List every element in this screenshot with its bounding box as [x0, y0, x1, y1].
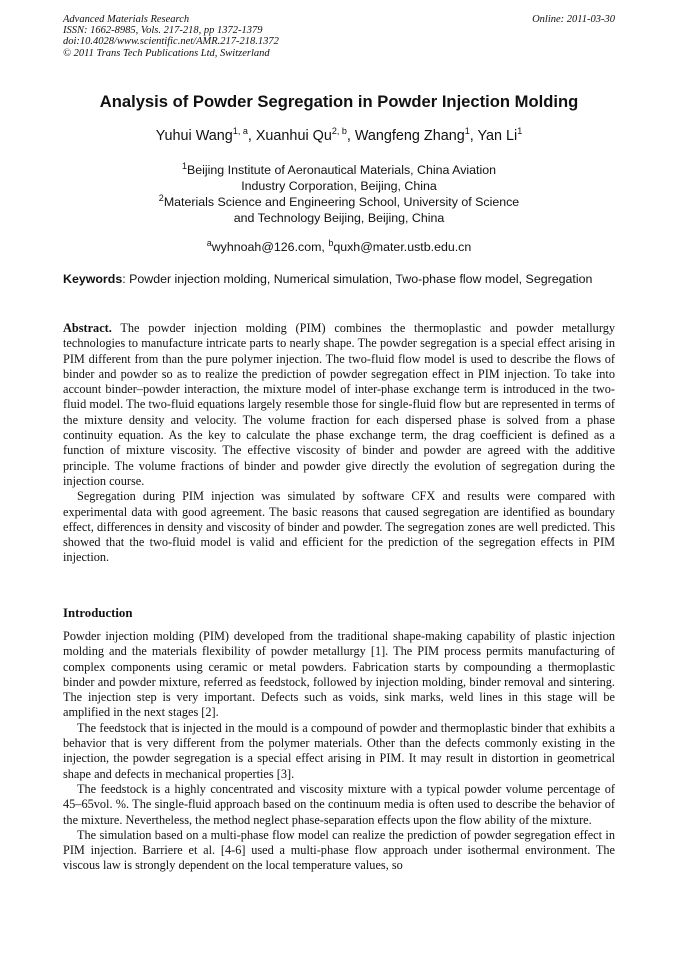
introduction-body [63, 629, 615, 874]
email-mark: a [206, 237, 212, 248]
abstract-label: Abstract. [63, 321, 112, 335]
affiliation-1 [0, 162, 678, 194]
author-emails [0, 237, 678, 254]
affiliation-text: and Technology Beijing, Beijing, China [233, 211, 445, 226]
affiliation-text: Materials Science and Engineering School, University of Science [163, 195, 520, 209]
journal-header [63, 14, 279, 59]
abstract-paragraph [63, 321, 615, 489]
affiliation-mark: 2 [158, 192, 164, 203]
body-paragraph: The feedstock is a highly concentrated and viscosity mixture with a typical powder volume percentage of 45–65vol. %. The single-fluid approach based on the continuum media is often used to describe the behavior of the mixture. Nevertheless, the method neglect phase-separation effects upon the flow ability of the mixture. [63, 781, 615, 827]
affiliation-text: Industry Corporation, Beijing, China [241, 179, 437, 194]
affiliation-mark: 1 [181, 160, 187, 171]
keywords-label: Keywords [63, 272, 123, 286]
affiliation-2 [0, 194, 678, 226]
author-name: Xuanhui Qu [255, 128, 332, 144]
body-paragraph: The simulation based on a multi-phase flow model can realize the prediction of powder segregation effect in PIM injection. Barriere et al. [4-6] used a multi-phase flow approach under isothermal environment. The viscous law is strongly dependent on the local temperature values, so [63, 827, 615, 873]
abstract-text: The powder injection molding (PIM) combines the thermoplastic and powder metallurgy technologies to manufacture intricate parts to nearly shape. The powder segregation is a special effect arising in PIM different from than the pure polymer injection. The two-fluid flow model is used to describe the flows of binder and powder so as to realize the prediction of powder segregation effect in PIM injection. To take into account binder–powder interaction, the mixture model of inter-phase exchange term is introduced in the two-fluid model. The two-fluid equations largely resemble those for single-fluid flow but are represented in terms of the mixture density and velocity. The volume fraction for each dispersed phase is solved from a phase continuity equation. As the key to calculate the phase exchange term, the drag coefficient is defined as a function of mixture viscosity. The effective viscosity of binder and powder are agreed with the additive principle. The volume fractions of binder and powder give directly the evolution of segregation during the injection course. [63, 321, 615, 488]
author-affiliation-mark: 1 [464, 126, 470, 137]
email-mark: b [328, 237, 334, 248]
author-name: Wangfeng Zhang [354, 128, 465, 144]
doi-line: doi:10.4028/www.scientific.net/AMR.217-218.1372 [63, 36, 279, 48]
email-link[interactable]: quxh@mater.ustb.edu.cn [333, 240, 472, 254]
abstract [63, 321, 615, 566]
journal-name: Advanced Materials Research [63, 14, 190, 25]
author-list: Yuhui Wang$^{1, a}$, Xuanhui Qu$^{2, b}$, Wangfeng Zhang$^1$, Yan Li$^1$ [155, 126, 523, 144]
author-affiliation-mark: 1 [517, 126, 523, 137]
abstract-paragraph: Segregation during PIM injection was simulated by software CFX and results were compared with experimental data with good agreement. The basic reasons that caused segregation are identified as boundary effect, differences in density and viscosity of binder and powder. The segregation zones are well predicted. This showed that the two-fluid model is valid and efficient for the prediction of the segregation effects in PIM injection. [63, 489, 615, 565]
email-link[interactable]: wyhnoah@126.com, [211, 240, 329, 254]
affiliation-text: Beijing Institute of Aeronautical Materials, China Aviation [186, 163, 497, 177]
keywords [63, 271, 613, 288]
body-paragraph: The feedstock that is injected in the mould is a compound of powder and thermoplastic binder that exhibits a behavior that is very different from the polymer materials. Other than the defects commonly existing in the injection, the powder segregation is a special effect arising in PIM. It may result in distortion in geometrical shape and defects in mechanical properties [3]. [63, 720, 615, 781]
body-paragraph: Powder injection molding (PIM) developed from the traditional shape-making capability of plastic injection molding and the materials flexibility of powder metallurgy [1]. The PIM process permits manufacturing of complex components using ceramic or metal powders. Fabrication starts by compounding a thermoplastic binder and powder mixture, referred as feedstock, followed by injection molding, binder removal and sintering. The injection step is very important. Defects such as voids, sink marks, weld lines in this stage will be amplified in the next stages [2]. [63, 629, 615, 720]
section-heading-introduction: Introduction [63, 606, 133, 620]
author-name: Yuhui Wang [155, 128, 233, 144]
keywords-text: : Powder injection molding, Numerical simulation, Two-phase flow model, Segregation [122, 272, 593, 286]
issn-line: ISSN: 1662-8985, Vols. 217-218, pp 1372-1379 [63, 25, 263, 37]
copyright-line: © 2011 Trans Tech Publications Ltd, Switzerland [63, 47, 270, 59]
author-affiliation-mark: 2, b [331, 126, 347, 137]
online-date: Online: 2011-03-30 [532, 14, 615, 25]
paper-title: Analysis of Powder Segregation in Powder Injection Molding [99, 92, 579, 111]
author-name: Yan Li [477, 128, 518, 144]
author-affiliation-mark: 1, a [232, 126, 248, 137]
